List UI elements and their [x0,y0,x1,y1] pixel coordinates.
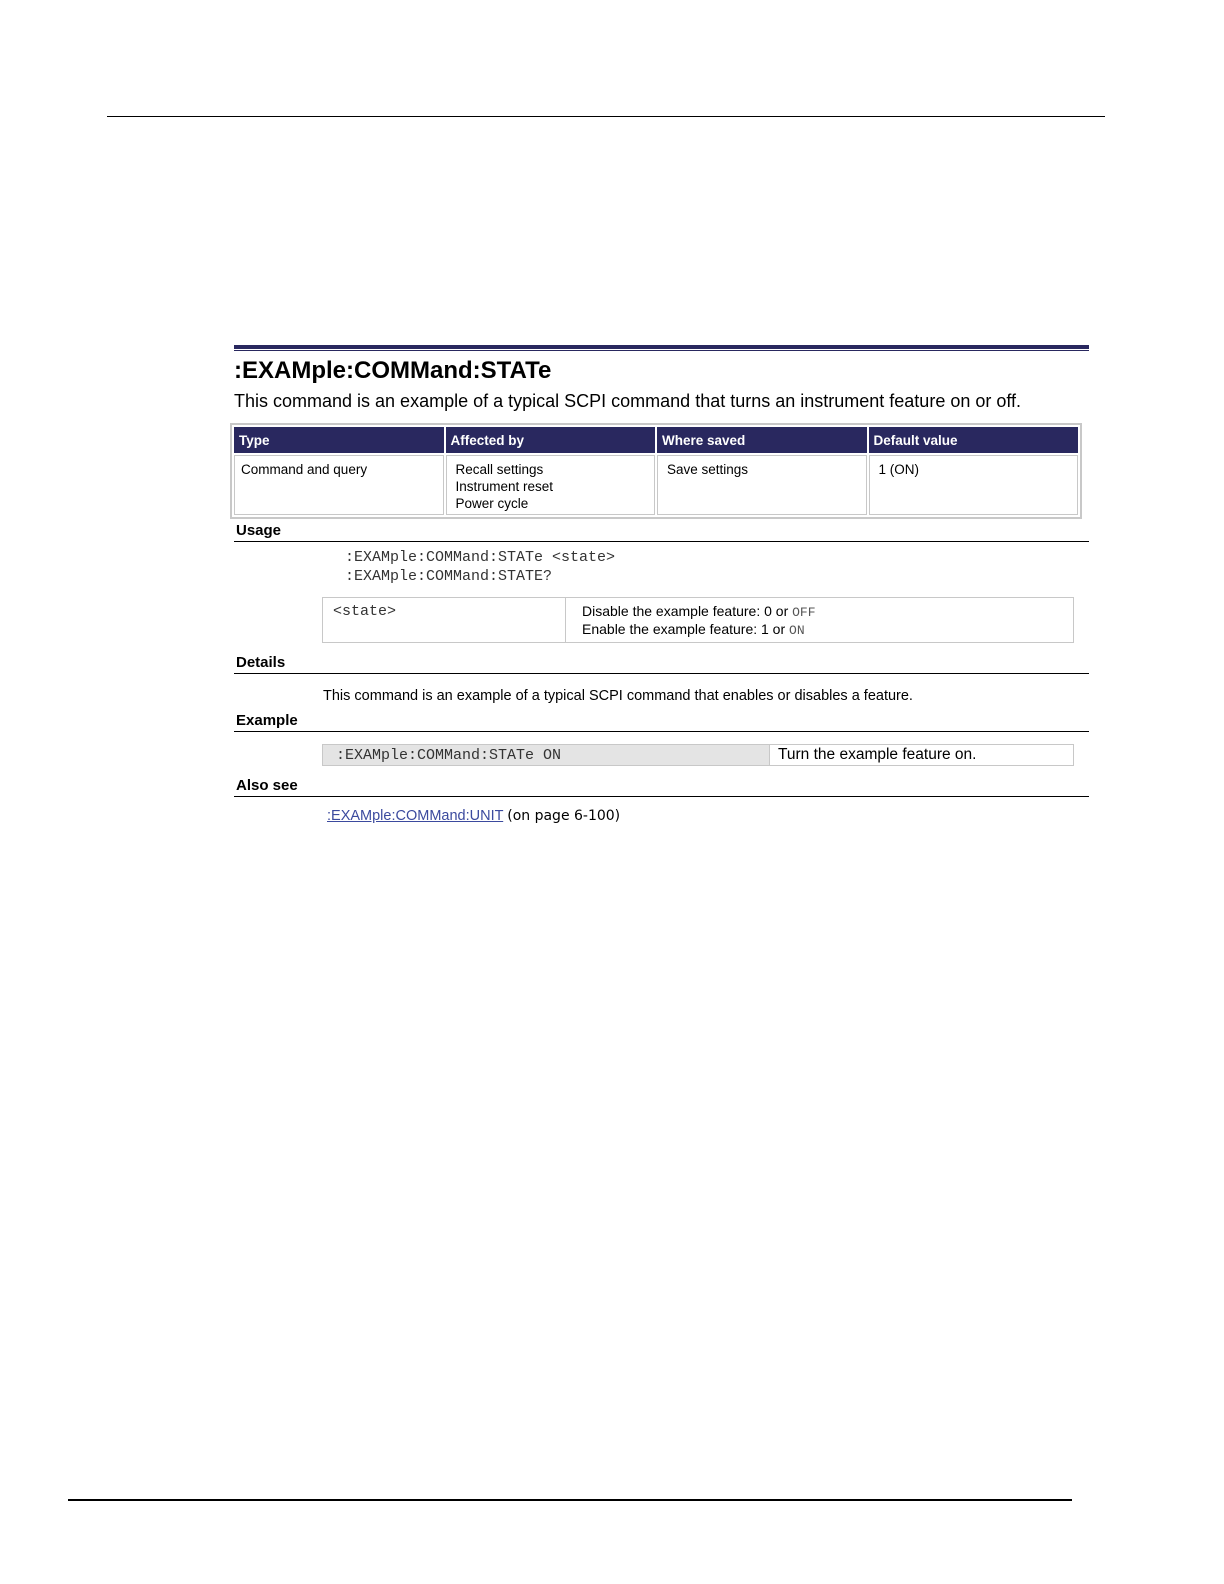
section-heading-usage: Usage [234,522,1089,542]
option-code: ON [789,623,805,638]
usage-line: :EXAMple:COMMand:STATE? [345,568,553,585]
section-heading-example: Example [234,712,1089,732]
affected-by-item: Instrument reset [455,479,554,494]
parameter-row [323,598,1074,643]
command-description: This command is an example of a typical SCPI command that turns an instrument feature on or off. [234,391,1022,411]
parameter-option [582,603,1063,621]
cell-type: Command and query [234,455,444,515]
parameter-option [582,621,1063,639]
footer-rule [68,1499,1072,1501]
example-row [323,745,1074,766]
example-code: :EXAMple:COMMand:STATe ON [323,745,770,766]
affected-by-item: Power cycle [455,496,529,511]
parameter-description [566,598,1074,643]
example-description: Turn the example feature on. [770,745,1074,766]
command-info-table [230,423,1082,519]
parameter-table [322,597,1074,643]
also-see-link[interactable]: :EXAMple:COMMand:UNIT [327,808,504,824]
header-default-value: Default value [869,427,1079,453]
option-code: OFF [792,605,816,620]
header-affected-by: Affected by [446,427,656,453]
section-heading-also-see: Also see [234,777,1089,797]
option-text: Disable the example feature: 0 or [582,603,793,619]
affected-by-item: Recall settings [455,462,544,477]
also-see-entry [327,807,620,825]
info-table-header-row [234,427,1078,453]
option-text: Enable the example feature: 1 or [582,621,790,637]
usage-syntax [345,548,615,586]
cell-default-value: 1 (ON) [869,455,1079,515]
title-bar [234,345,1089,351]
cell-where-saved: Save settings [657,455,867,515]
command-title: :EXAMple:COMMand:STATe [234,357,552,384]
details-text: This command is an example of a typical SCPI command that enables or disables a feature. [323,688,913,704]
command-header [234,345,1089,412]
example-table [322,744,1074,766]
header-rule [107,116,1105,117]
parameter-name: <state> [323,598,566,643]
info-table-row [234,455,1078,515]
cell-affected-by [446,455,656,515]
header-where-saved: Where saved [657,427,867,453]
section-heading-details: Details [234,654,1089,674]
header-type: Type [234,427,444,453]
page-reference: (on page 6-100) [507,808,621,824]
usage-line: :EXAMple:COMMand:STATe <state> [345,549,616,566]
